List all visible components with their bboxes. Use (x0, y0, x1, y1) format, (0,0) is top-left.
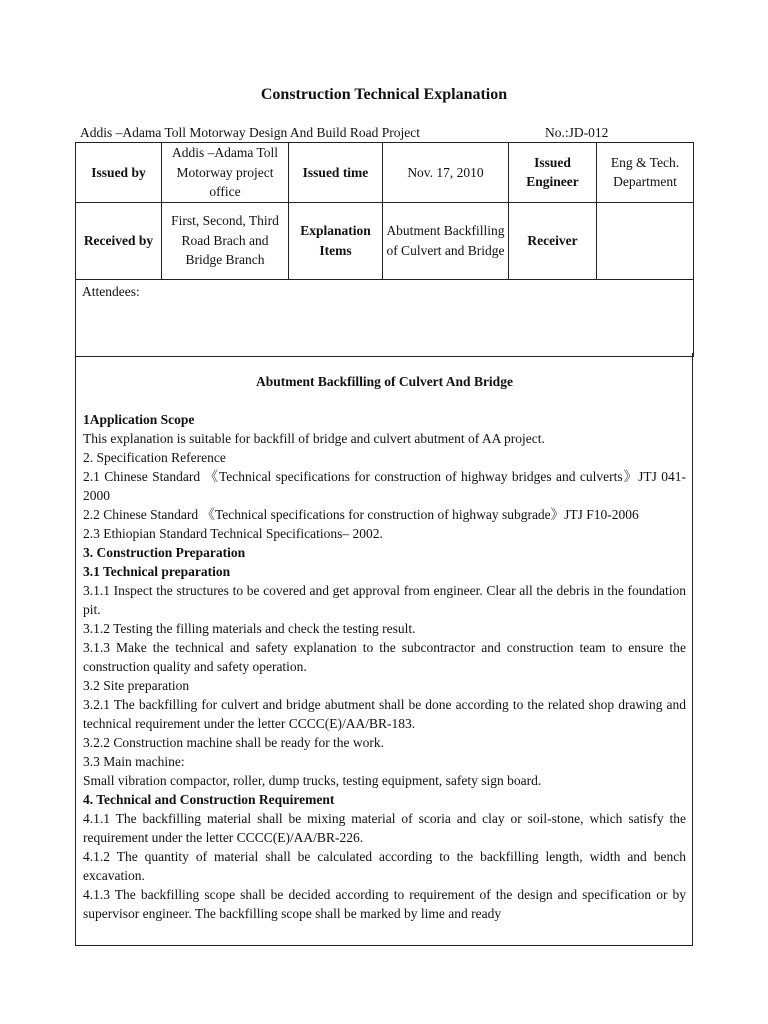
body-paragraph: This explanation is suitable for backfill of bridge and culvert abutment of AA project. (83, 431, 545, 446)
project-name: Addis –Adama Toll Motorway Design And Build Road Project (80, 125, 421, 140)
body-paragraph: 2. Specification Reference (83, 450, 226, 465)
issued-engineer-label: Issued Engineer (509, 143, 597, 203)
body-paragraph: 3. Construction Preparation (83, 545, 246, 560)
issued-by-label: Issued by (76, 143, 162, 203)
project-line (80, 125, 688, 141)
received-by-value: First, Second, Third Road Brach and Bridge Branch (162, 202, 289, 279)
issued-engineer-value: Eng & Tech. Department (597, 143, 694, 203)
document-title: Construction Technical Explanation (260, 86, 508, 103)
body-paragraph: 3.2.1 The backfilling for culvert and bridge abutment shall be done according to the related shop drawing and technical requirement under the letter CCCC(E)/AA/BR-183. (83, 697, 686, 731)
body-paragraph: 3.2 Site preparation (83, 678, 190, 693)
body-paragraph: 3.1 Technical preparation (83, 564, 231, 579)
body-paragraph: Small vibration compactor, roller, dump trucks, testing equipment, safety sign board. (83, 773, 542, 788)
header-table (75, 142, 694, 357)
explanation-items-value: Abutment Backfilling of Culvert and Bridge (383, 202, 509, 279)
body-paragraph: 4. Technical and Construction Requirement (83, 792, 335, 807)
body-paragraph: 3.1.2 Testing the filling materials and check the testing result. (83, 621, 416, 636)
body-paragraph: 2.3 Ethiopian Standard Technical Specifications– 2002. (83, 526, 383, 541)
explanation-body (75, 353, 693, 946)
explanation-items-label: Explanation Items (289, 202, 383, 279)
body-paragraph: 3.3 Main machine: (83, 754, 185, 769)
body-paragraph: 3.1.1 Inspect the structures to be covered and get approval from engineer. Clear all the debris in the foundation pit. (83, 583, 686, 617)
header-row-received (76, 202, 694, 279)
body-paragraph: 3.1.3 Make the technical and safety explanation to the subcontractor and construction team to ensure the construction quality and safety operation. (83, 640, 686, 674)
body-heading: Abutment Backfilling of Culvert And Bridge (256, 374, 513, 389)
header-row-attendees (76, 279, 694, 356)
receiver-label: Receiver (509, 202, 597, 279)
body-paragraph: 3.2.2 Construction machine shall be ready for the work. (83, 735, 385, 750)
issued-time-value: Nov. 17, 2010 (383, 143, 509, 203)
body-paragraph: 2.1 Chinese Standard 《Technical specifications for construction of highway bridges and culverts》JTJ 041-2000 (83, 469, 686, 503)
explanation-text (83, 372, 686, 923)
document-number: No.:JD-012 (545, 125, 609, 140)
receiver-value (597, 202, 694, 279)
header-row-issued (76, 143, 694, 203)
received-by-label: Received by (76, 202, 162, 279)
body-paragraph: 1Application Scope (83, 412, 195, 427)
body-paragraph: 4.1.1 The backfilling material shall be mixing material of scoria and clay or soil-stone, which satisfy the requirement under the letter CCCC(E)/AA/BR-226. (83, 811, 686, 845)
attendees-cell: Attendees: (76, 279, 694, 356)
body-paragraph: 2.2 Chinese Standard 《Technical specifications for construction of highway subgrade》JTJ F10-2006 (83, 507, 639, 522)
issued-by-value: Addis –Adama Toll Motorway project office (162, 143, 289, 203)
body-paragraph: 4.1.3 The backfilling scope shall be decided according to requirement of the design and specification or by supervisor engineer. The backfilling scope shall be marked by lime and ready (83, 887, 686, 921)
body-paragraph: 4.1.2 The quantity of material shall be calculated according to the backfilling length, width and bench excavation. (83, 849, 686, 883)
issued-time-label: Issued time (289, 143, 383, 203)
